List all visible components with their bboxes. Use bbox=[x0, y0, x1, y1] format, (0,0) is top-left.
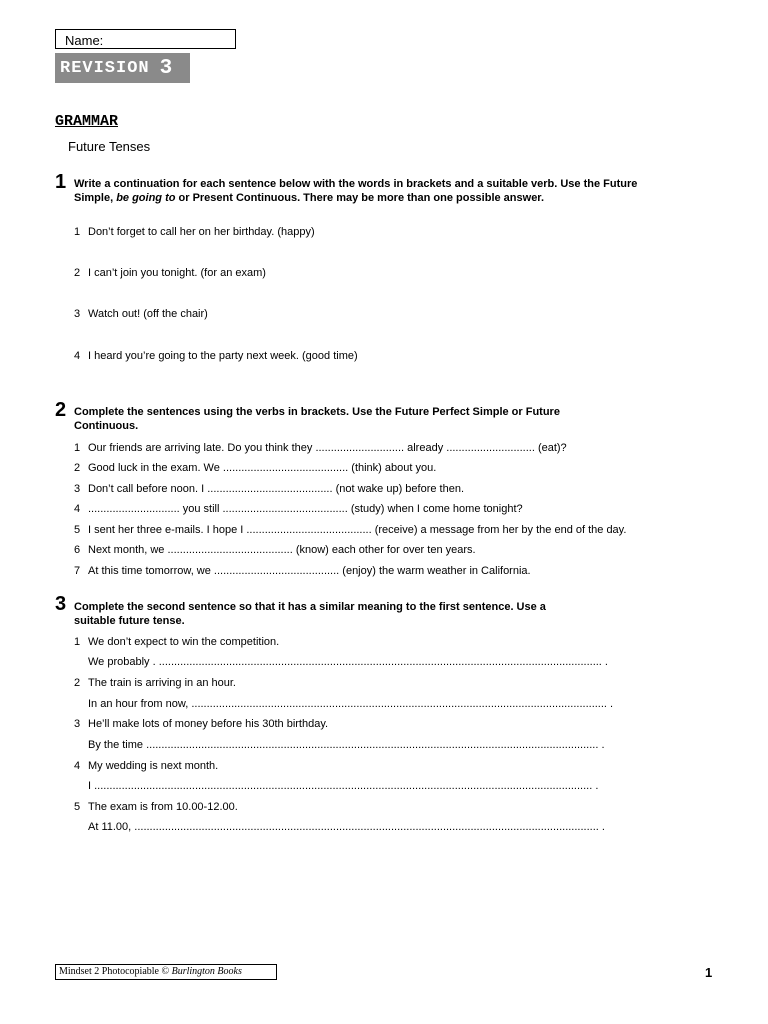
item-number: 2 bbox=[74, 677, 81, 689]
exercise-2-item bbox=[74, 564, 531, 578]
item-text: I sent her three e-mails. I hope I ......................................... (receive) a message from her by the end of the day. bbox=[88, 524, 627, 536]
item-number: 2 bbox=[74, 267, 81, 279]
exercise-1-item bbox=[74, 349, 358, 363]
exercise-3-item bbox=[74, 800, 238, 814]
revision-banner bbox=[55, 53, 190, 83]
item-text: At this time tomorrow, we ......................................... (enjoy) the warm weather in California. bbox=[88, 565, 531, 577]
item-number: 5 bbox=[74, 801, 81, 813]
revision-number: 3 bbox=[159, 56, 174, 80]
exercise-3-number: 3 bbox=[55, 593, 67, 615]
item-number: 3 bbox=[74, 308, 81, 320]
exercise-1-number: 1 bbox=[55, 171, 67, 193]
item-number: 1 bbox=[74, 442, 81, 454]
item-text: Good luck in the exam. We ......................................... (think) about you. bbox=[88, 462, 437, 474]
section-heading: GRAMMAR bbox=[55, 113, 119, 130]
exercise-2-item bbox=[74, 441, 567, 455]
answer-line: At 11.00, ........................................................................................................................................................ . bbox=[88, 821, 605, 833]
exercise-2-instruction: Complete the sentences using the verbs in brackets. Use the Future Perfect Simple or Future Continuous. bbox=[74, 406, 560, 432]
item-number: 2 bbox=[74, 462, 81, 474]
item-number: 1 bbox=[74, 636, 81, 648]
exercise-3-item bbox=[74, 676, 236, 690]
footer-text: Mindset 2 Photocopiable © bbox=[59, 966, 172, 977]
item-number: 3 bbox=[74, 718, 81, 730]
name-field-box bbox=[55, 29, 236, 49]
exercise-2-item bbox=[74, 502, 523, 516]
section-subtitle: Future Tenses bbox=[68, 139, 151, 154]
instruction-emphasis: be going to bbox=[116, 191, 176, 204]
footer-credit bbox=[55, 964, 277, 980]
item-number: 5 bbox=[74, 524, 81, 536]
answer-line: We probably . ................................................................................................................................................. . bbox=[88, 656, 608, 668]
exercise-1-item bbox=[74, 225, 315, 239]
publisher-name: Burlington Books bbox=[171, 966, 242, 977]
item-text: Next month, we ......................................... (know) each other for over ten years. bbox=[88, 544, 476, 556]
item-text: My wedding is next month. bbox=[88, 760, 219, 772]
item-number: 4 bbox=[74, 760, 81, 772]
instruction-text: Write a continuation for each sentence below with the words in brackets and a suitable verb. Use the Future Simple, bbox=[74, 178, 638, 204]
item-number: 7 bbox=[74, 565, 81, 577]
item-text: Don’t forget to call her on her birthday. (happy) bbox=[88, 226, 315, 238]
item-text: Our friends are arriving late. Do you think they ............................. already ............................. (eat)? bbox=[88, 442, 567, 454]
exercise-3-instruction: Complete the second sentence so that it has a similar meaning to the first sentence. Use a suitable future tense. bbox=[74, 601, 546, 627]
answer-line: In an hour from now, ........................................................................................................................................ . bbox=[88, 698, 614, 710]
instruction-text: or Present Continuous. There may be more than one possible answer. bbox=[175, 191, 545, 204]
exercise-3-item bbox=[74, 635, 279, 649]
item-number: 4 bbox=[74, 350, 81, 362]
item-number: 6 bbox=[74, 544, 81, 556]
exercise-3-item bbox=[74, 759, 218, 773]
item-number: 3 bbox=[74, 483, 81, 495]
exercise-2-item bbox=[74, 523, 626, 537]
answer-line: I ................................................................................................................................................................... . bbox=[88, 780, 599, 792]
item-text: .............................. you still ......................................... (study) when I come home tonight? bbox=[88, 503, 523, 515]
item-text: I can’t join you tonight. (for an exam) bbox=[88, 267, 266, 279]
name-label: Name: bbox=[65, 33, 104, 48]
page-number: 1 bbox=[705, 965, 713, 980]
exercise-1-instruction bbox=[74, 178, 664, 205]
item-text: The exam is from 10.00-12.00. bbox=[88, 801, 238, 813]
exercise-1-item bbox=[74, 266, 266, 280]
exercise-2-item bbox=[74, 482, 464, 496]
item-text: He’ll make lots of money before his 30th birthday. bbox=[88, 718, 329, 730]
item-text: Watch out! (off the chair) bbox=[88, 308, 208, 320]
exercise-2-item bbox=[74, 543, 476, 557]
item-text: Don’t call before noon. I ......................................... (not wake up) before then. bbox=[88, 483, 465, 495]
item-number: 4 bbox=[74, 503, 81, 515]
revision-label: REVISION bbox=[60, 58, 150, 78]
answer-line: By the time .................................................................................................................................................... . bbox=[88, 739, 605, 751]
exercise-3-item bbox=[74, 717, 328, 731]
item-text: I heard you’re going to the party next week. (good time) bbox=[88, 350, 358, 362]
item-text: The train is arriving in an hour. bbox=[88, 677, 236, 689]
exercise-1-item bbox=[74, 307, 208, 321]
item-number: 1 bbox=[74, 226, 81, 238]
exercise-2-item bbox=[74, 461, 436, 475]
exercise-2-number: 2 bbox=[55, 399, 67, 421]
item-text: We don’t expect to win the competition. bbox=[88, 636, 280, 648]
